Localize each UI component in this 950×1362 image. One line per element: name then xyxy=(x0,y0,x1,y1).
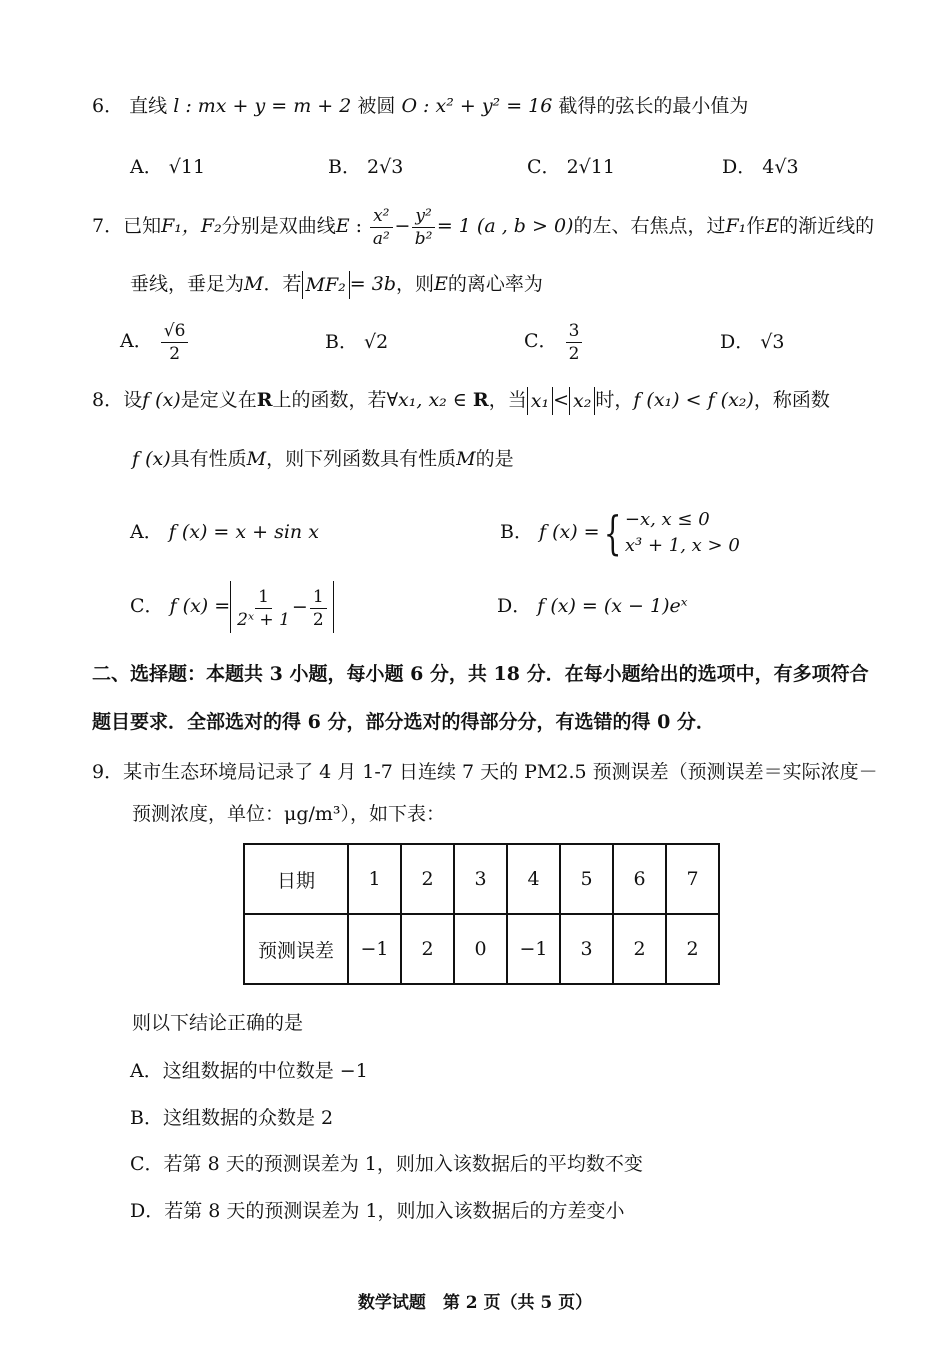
option-label: C． xyxy=(524,330,558,352)
table-cell: 7 xyxy=(666,844,719,914)
fraction-y xyxy=(412,205,434,250)
q6-option-b xyxy=(328,153,403,181)
q6-option-d xyxy=(722,153,799,181)
q6-option-a xyxy=(130,153,205,181)
denominator: 2 xyxy=(568,343,580,364)
question-number: 6． xyxy=(92,95,124,117)
option-fraction xyxy=(566,320,583,365)
curve-name: E xyxy=(434,273,448,295)
property-name: M xyxy=(456,448,476,470)
curve-name: E xyxy=(765,215,780,237)
option-label: C． xyxy=(130,595,164,617)
fraction xyxy=(237,586,290,631)
operator: < xyxy=(553,389,569,411)
q8-option-d xyxy=(497,592,688,620)
text: ，称函数 xyxy=(753,389,830,411)
question-number: 7． xyxy=(92,215,124,237)
left-brace-icon: { xyxy=(603,506,622,560)
option-label: A． xyxy=(120,330,153,352)
numerator: x² xyxy=(370,205,392,228)
option-label: A． xyxy=(130,521,163,543)
prediction-error-table xyxy=(243,843,720,985)
table-row xyxy=(244,914,719,984)
table-header-cell: 日期 xyxy=(244,844,348,914)
table-cell: 2 xyxy=(613,914,666,984)
inequality: f (x₁) < f (x₂) xyxy=(633,389,754,411)
option-label: B． xyxy=(130,1107,163,1129)
text: 的左、右焦点，过 xyxy=(573,215,726,237)
table-cell: 2 xyxy=(666,914,719,984)
text: 上的函数，若 xyxy=(272,389,387,411)
option-label: D． xyxy=(720,331,755,353)
text: 作 xyxy=(746,215,766,237)
option-value: √3 xyxy=(760,331,785,353)
piecewise-cases xyxy=(625,507,740,559)
text: 被圆 xyxy=(357,95,396,117)
section-2-instruction-line-1: 二、选择题：本题共 3 小题，每小题 6 分，共 18 分．在每小题给出的选项中，有多项符合 xyxy=(92,663,869,685)
option-label: D． xyxy=(130,1200,165,1222)
question-number: 8． xyxy=(92,389,124,411)
table-cell: 4 xyxy=(507,844,560,914)
operator: − xyxy=(291,596,308,618)
text: 具有性质 xyxy=(170,448,247,470)
option-value: 2√11 xyxy=(566,156,615,178)
condition: = 3b xyxy=(349,273,396,295)
set-R: R xyxy=(472,389,489,411)
option-value: f (x) = x + sin x xyxy=(168,521,319,543)
question-7-line-2 xyxy=(130,270,543,299)
numerator: 1 xyxy=(255,586,272,609)
table-cell: 2 xyxy=(401,844,454,914)
option-label: A． xyxy=(130,1060,163,1082)
table-row xyxy=(244,844,719,914)
q9-option-c xyxy=(130,1150,643,1178)
option-value: √11 xyxy=(168,156,206,178)
curve-name: E xyxy=(335,215,350,237)
fraction xyxy=(310,586,327,631)
abs-value xyxy=(230,581,333,633)
question-9 xyxy=(92,758,878,786)
text: ，则 xyxy=(395,273,434,295)
question-9-prompt: 则以下结论正确的是 xyxy=(132,1012,304,1034)
option-label: B． xyxy=(325,331,358,353)
q8-option-c xyxy=(130,580,334,633)
numerator: 1 xyxy=(310,586,327,609)
denominator: 2 xyxy=(312,609,324,630)
table-header-cell: 预测误差 xyxy=(244,914,348,984)
foci: F₁，F₂ xyxy=(161,215,222,237)
option-label: A． xyxy=(130,156,163,178)
text: ，当 xyxy=(488,389,527,411)
denominator: 2ˣ + 1 xyxy=(237,609,290,630)
table-cell: 6 xyxy=(613,844,666,914)
question-9-line-2: 预测浓度，单位：μg/m³），如下表： xyxy=(132,803,446,825)
text: ．若 xyxy=(263,273,302,295)
denominator: a² xyxy=(372,228,390,249)
option-value: f (x) = (x − 1)eˣ xyxy=(537,595,688,617)
question-number: 9． xyxy=(92,761,124,783)
table-cell: −1 xyxy=(348,914,401,984)
option-text: 若第 8 天的预测误差为 1，则加入该数据后的方差变小 xyxy=(164,1200,625,1222)
option-lhs: f (x) = xyxy=(539,521,600,543)
q6-option-c xyxy=(527,153,615,181)
text: 垂线，垂足为 xyxy=(130,273,245,295)
question-8-line-2 xyxy=(132,445,514,473)
set-R: R xyxy=(256,389,273,411)
option-text: 这组数据的众数是 2 xyxy=(162,1107,334,1129)
text: 截得的弦长的最小值为 xyxy=(558,95,749,117)
q7-option-a xyxy=(120,316,190,366)
text: 时， xyxy=(595,389,634,411)
q8-option-a xyxy=(130,518,319,546)
table-cell: 0 xyxy=(454,914,507,984)
q7-option-d xyxy=(720,328,784,356)
option-fraction xyxy=(161,320,189,365)
option-label: C． xyxy=(527,156,561,178)
function: f (x) xyxy=(142,389,181,411)
focus: F₁ xyxy=(725,215,747,237)
text: 的离心率为 xyxy=(447,273,543,295)
option-label: D． xyxy=(497,595,532,617)
quantifier: ∀x₁, x₂ ∈ xyxy=(386,389,473,411)
page-footer: 数学试题 第 2 页（共 5 页） xyxy=(357,1293,593,1313)
numerator: √6 xyxy=(161,320,189,343)
option-value: 4√3 xyxy=(762,156,799,178)
table-cell: 1 xyxy=(348,844,401,914)
table-cell: 3 xyxy=(560,914,613,984)
text: 的是 xyxy=(475,448,514,470)
text: ，则下列函数具有性质 xyxy=(266,448,457,470)
text: 分别是双曲线 xyxy=(221,215,336,237)
table-cell: 3 xyxy=(454,844,507,914)
case-2: x³ + 1, x > 0 xyxy=(624,535,740,556)
fraction-x xyxy=(370,205,392,250)
q8-option-b xyxy=(500,504,740,560)
q9-option-b xyxy=(130,1104,333,1132)
text: 设 xyxy=(123,389,143,411)
table-cell: 5 xyxy=(560,844,613,914)
q9-option-d xyxy=(130,1197,625,1225)
q7-option-b xyxy=(325,328,388,356)
denominator: 2 xyxy=(169,343,181,364)
q9-option-a xyxy=(130,1057,368,1085)
option-text: 这组数据的中位数是 −1 xyxy=(162,1060,368,1082)
text: 直线 xyxy=(129,95,168,117)
option-label: B． xyxy=(328,156,361,178)
question-6 xyxy=(92,92,748,120)
question-8 xyxy=(92,386,830,415)
abs-value: MF₂ xyxy=(302,271,350,299)
text: 的渐近线的 xyxy=(779,215,875,237)
text: 某市生态环境局记录了 4 月 1-7 日连续 7 天的 PM2.5 预测误差（预测误差＝实际浓度－ xyxy=(123,761,878,783)
text: 已知 xyxy=(123,215,162,237)
line-equation: l : mx + y = m + 2 xyxy=(173,95,352,117)
case-1: −x, x ≤ 0 xyxy=(624,509,710,530)
option-label: C． xyxy=(130,1153,164,1175)
numerator: y² xyxy=(412,205,434,228)
circle-equation: O : x² + y² = 16 xyxy=(401,95,553,117)
option-label: B． xyxy=(500,521,533,543)
function: f (x) xyxy=(132,448,171,470)
point-name: M xyxy=(244,273,264,295)
abs-value: x₁ xyxy=(527,387,553,415)
property-name: M xyxy=(246,448,267,470)
abs-value: x₂ xyxy=(569,387,595,415)
q7-option-c xyxy=(524,316,584,366)
table-cell: 2 xyxy=(401,914,454,984)
option-label: D． xyxy=(722,156,757,178)
text: 是定义在 xyxy=(180,389,257,411)
question-7: 7．已知F₁，F₂分别是双曲线E : $\frac{\text{x²}}{\text{a²}}$ − $\frac{\text{y²}}{\text{b²}}$ = 1 (a , b > 0)的左、右焦点，过F₁作E的渐近线的 xyxy=(92,205,875,249)
denominator: b² xyxy=(414,228,433,249)
option-text: 若第 8 天的预测误差为 1，则加入该数据后的平均数不变 xyxy=(163,1153,643,1175)
option-value: √2 xyxy=(364,331,389,353)
option-lhs: f (x) = xyxy=(169,595,231,617)
numerator: 3 xyxy=(566,320,583,343)
section-2-instruction-line-2: 题目要求．全部选对的得 6 分，部分选对的得部分分，有选错的得 0 分． xyxy=(92,711,715,733)
table-cell: −1 xyxy=(507,914,560,984)
option-value: 2√3 xyxy=(367,156,404,178)
equation-tail: = 1 (a , b > 0) xyxy=(436,215,574,237)
